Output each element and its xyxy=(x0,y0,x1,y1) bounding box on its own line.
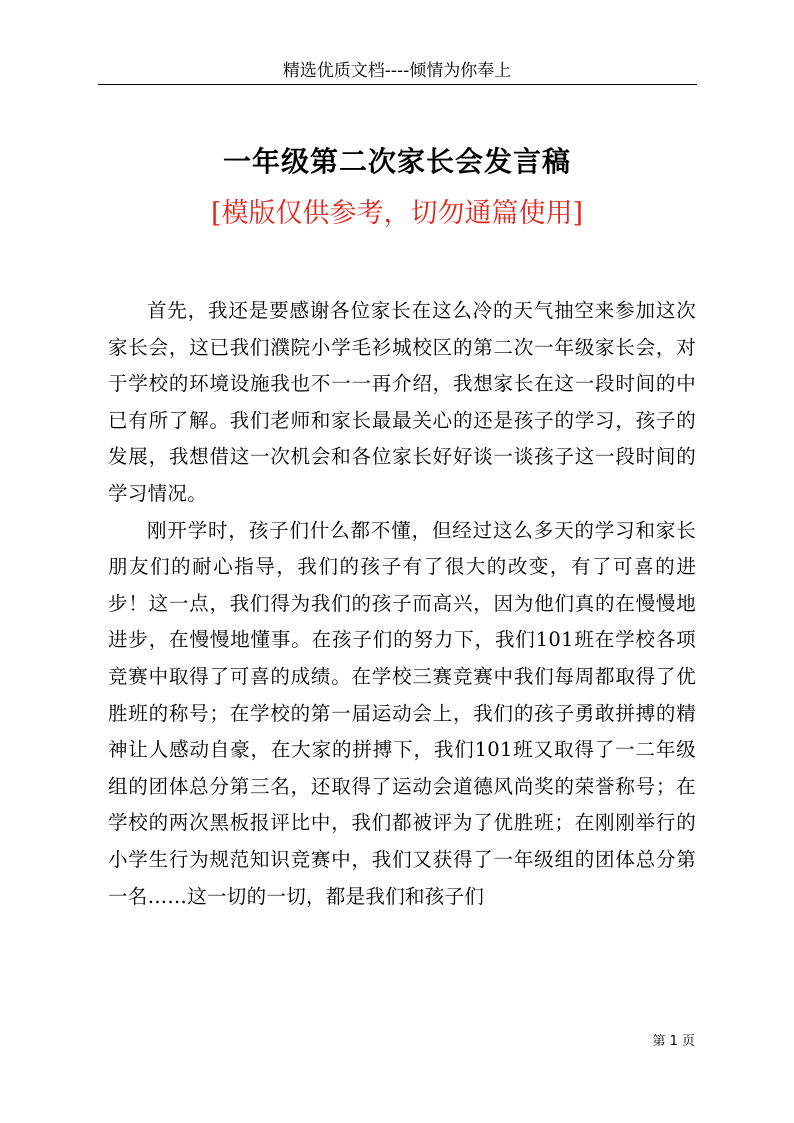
page-number: 第 1 页 xyxy=(652,1034,695,1049)
header-divider xyxy=(98,84,697,85)
document-subtitle: [模版仅供参考，切勿通篇使用] xyxy=(210,198,584,229)
document-title: 一年级第二次家长会发言稿 xyxy=(222,145,571,178)
page-header: 精选优质文档----倾情为你奉上 xyxy=(282,61,512,81)
document-body xyxy=(108,293,696,915)
paragraph-intro: 首先，我还是要感谢各位家长在这么冷的天气抽空来参加这次家长会，这已我们濮院小学毛衫城校区的第二次一年级家长会，对于学校的环境设施我也不一一再介绍，我想家长在这一段时间的中已有所了解。我们老师和家长最最关心的还是孩子的学习，孩子的发展，我想借这一次机会和各位家长好好谈一谈孩子这一段时间的学习情况。 xyxy=(108,299,696,505)
paragraph-progress: 刚开学时，孩子们什么都不懂，但经过这么多天的学习和家长朋友们的耐心指导，我们的孩子有了很大的改变，有了可喜的进步！这一点，我们得为我们的孩子而高兴，因为他们真的在慢慢地进步，在慢慢地懂事。在孩子们的努力下，我们101班在学校各项竞赛中取得了可喜的成绩。在学校三赛竞赛中我们每周都取得了优胜班的称号；在学校的第一届运动会上，我们的孩子勇敢拼搏的精神让人感动自豪，在大家的拼搏下，我们101班又取得了一二年级组的团体总分第三名，还取得了运动会道德风尚奖的荣誉称号；在学校的两次黑板报评比中，我们都被评为了优胜班；在刚刚举行的小学生行为规范知识竞赛中，我们又获得了一年级组的团体总分第一名……这一切的一切，都是我们和孩子们 xyxy=(108,518,696,908)
